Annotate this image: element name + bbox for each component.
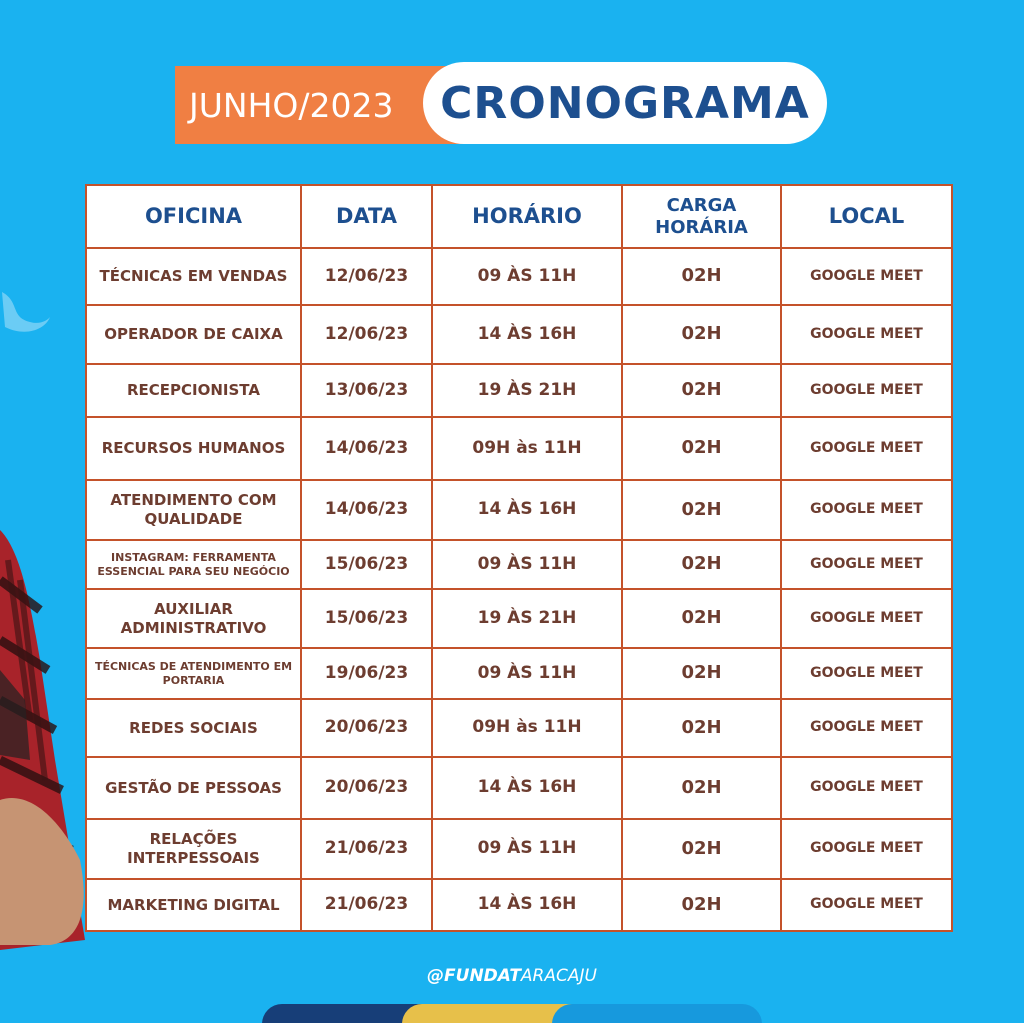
handle-light: ARACAJU xyxy=(520,966,597,986)
cell-horario: 19 ÀS 21H xyxy=(432,364,622,417)
cell-horario: 09 ÀS 11H xyxy=(432,248,622,305)
table-row xyxy=(86,819,952,879)
table-row xyxy=(86,699,952,757)
cell-carga: 02H xyxy=(622,305,781,364)
cell-carga: 02H xyxy=(622,589,781,648)
cell-carga: 02H xyxy=(622,757,781,819)
table-row xyxy=(86,589,952,648)
cell-carga: 02H xyxy=(622,819,781,879)
header-carga-line2: HORÁRIA xyxy=(655,216,748,238)
cell-data: 14/06/23 xyxy=(301,417,432,480)
cell-carga: 02H xyxy=(622,417,781,480)
table-row xyxy=(86,417,952,480)
cell-oficina: GESTÃO DE PESSOAS xyxy=(86,757,301,819)
cell-carga: 02H xyxy=(622,540,781,589)
cell-data: 13/06/23 xyxy=(301,364,432,417)
cell-local: GOOGLE MEET xyxy=(781,248,952,305)
cell-oficina: TÉCNICAS EM VENDAS xyxy=(86,248,301,305)
cell-horario: 09 ÀS 11H xyxy=(432,540,622,589)
header-oficina: OFICINA xyxy=(86,185,301,248)
cell-carga: 02H xyxy=(622,879,781,931)
header-local: LOCAL xyxy=(781,185,952,248)
table-row xyxy=(86,879,952,931)
cell-oficina: ATENDIMENTO COM QUALIDADE xyxy=(86,480,301,540)
cell-oficina: TÉCNICAS DE ATENDIMENTO EM PORTARIA xyxy=(86,648,301,699)
header-carga-horaria xyxy=(622,185,781,248)
cell-oficina: OPERADOR DE CAIXA xyxy=(86,305,301,364)
schedule-table xyxy=(85,184,953,932)
cell-oficina: REDES SOCIAIS xyxy=(86,699,301,757)
cell-carga: 02H xyxy=(622,248,781,305)
cell-data: 12/06/23 xyxy=(301,305,432,364)
cell-oficina: MARKETING DIGITAL xyxy=(86,879,301,931)
cell-carga: 02H xyxy=(622,648,781,699)
header-data: DATA xyxy=(301,185,432,248)
cell-horario: 14 ÀS 16H xyxy=(432,305,622,364)
cell-local: GOOGLE MEET xyxy=(781,305,952,364)
cell-local: GOOGLE MEET xyxy=(781,589,952,648)
cell-horario: 14 ÀS 16H xyxy=(432,879,622,931)
month-label: JUNHO/2023 xyxy=(175,66,475,144)
cell-local: GOOGLE MEET xyxy=(781,364,952,417)
cell-local: GOOGLE MEET xyxy=(781,480,952,540)
cell-local: GOOGLE MEET xyxy=(781,540,952,589)
cell-data: 20/06/23 xyxy=(301,699,432,757)
cell-horario: 09H às 11H xyxy=(432,699,622,757)
cell-carga: 02H xyxy=(622,699,781,757)
header-carga-line1: CARGA xyxy=(666,194,737,216)
cell-oficina: AUXILIAR ADMINISTRATIVO xyxy=(86,589,301,648)
cell-carga: 02H xyxy=(622,364,781,417)
handle-bold: @FUNDAT xyxy=(427,966,521,986)
cell-oficina: RECEPCIONISTA xyxy=(86,364,301,417)
page-title: CRONOGRAMA xyxy=(423,62,827,144)
cell-horario: 14 ÀS 16H xyxy=(432,757,622,819)
table-header-row xyxy=(86,185,952,248)
table-row xyxy=(86,757,952,819)
table-row xyxy=(86,248,952,305)
table-row xyxy=(86,540,952,589)
cell-local: GOOGLE MEET xyxy=(781,819,952,879)
cell-horario: 14 ÀS 16H xyxy=(432,480,622,540)
table-row xyxy=(86,480,952,540)
table-row xyxy=(86,305,952,364)
table-row xyxy=(86,364,952,417)
cell-horario: 09 ÀS 11H xyxy=(432,648,622,699)
decorative-smoke-graphic xyxy=(0,282,52,342)
cell-data: 20/06/23 xyxy=(301,757,432,819)
cell-oficina: RECURSOS HUMANOS xyxy=(86,417,301,480)
cell-local: GOOGLE MEET xyxy=(781,648,952,699)
cell-oficina: RELAÇÕES INTERPESSOAIS xyxy=(86,819,301,879)
cell-local: GOOGLE MEET xyxy=(781,879,952,931)
table-row xyxy=(86,648,952,699)
social-handle xyxy=(0,966,1024,986)
cell-horario: 09H às 11H xyxy=(432,417,622,480)
cell-horario: 19 ÀS 21H xyxy=(432,589,622,648)
cell-carga: 02H xyxy=(622,480,781,540)
cell-local: GOOGLE MEET xyxy=(781,417,952,480)
cell-data: 21/06/23 xyxy=(301,819,432,879)
cell-data: 21/06/23 xyxy=(301,879,432,931)
cell-local: GOOGLE MEET xyxy=(781,699,952,757)
header-horario: HORÁRIO xyxy=(432,185,622,248)
header xyxy=(175,62,827,144)
cell-data: 15/06/23 xyxy=(301,589,432,648)
cell-data: 19/06/23 xyxy=(301,648,432,699)
cell-data: 12/06/23 xyxy=(301,248,432,305)
cell-horario: 09 ÀS 11H xyxy=(432,819,622,879)
bottom-color-bar xyxy=(262,1004,762,1023)
cell-local: GOOGLE MEET xyxy=(781,757,952,819)
cell-data: 14/06/23 xyxy=(301,480,432,540)
cell-data: 15/06/23 xyxy=(301,540,432,589)
cell-oficina: INSTAGRAM: FERRAMENTA ESSENCIAL PARA SEU NEGÓCIO xyxy=(86,540,301,589)
